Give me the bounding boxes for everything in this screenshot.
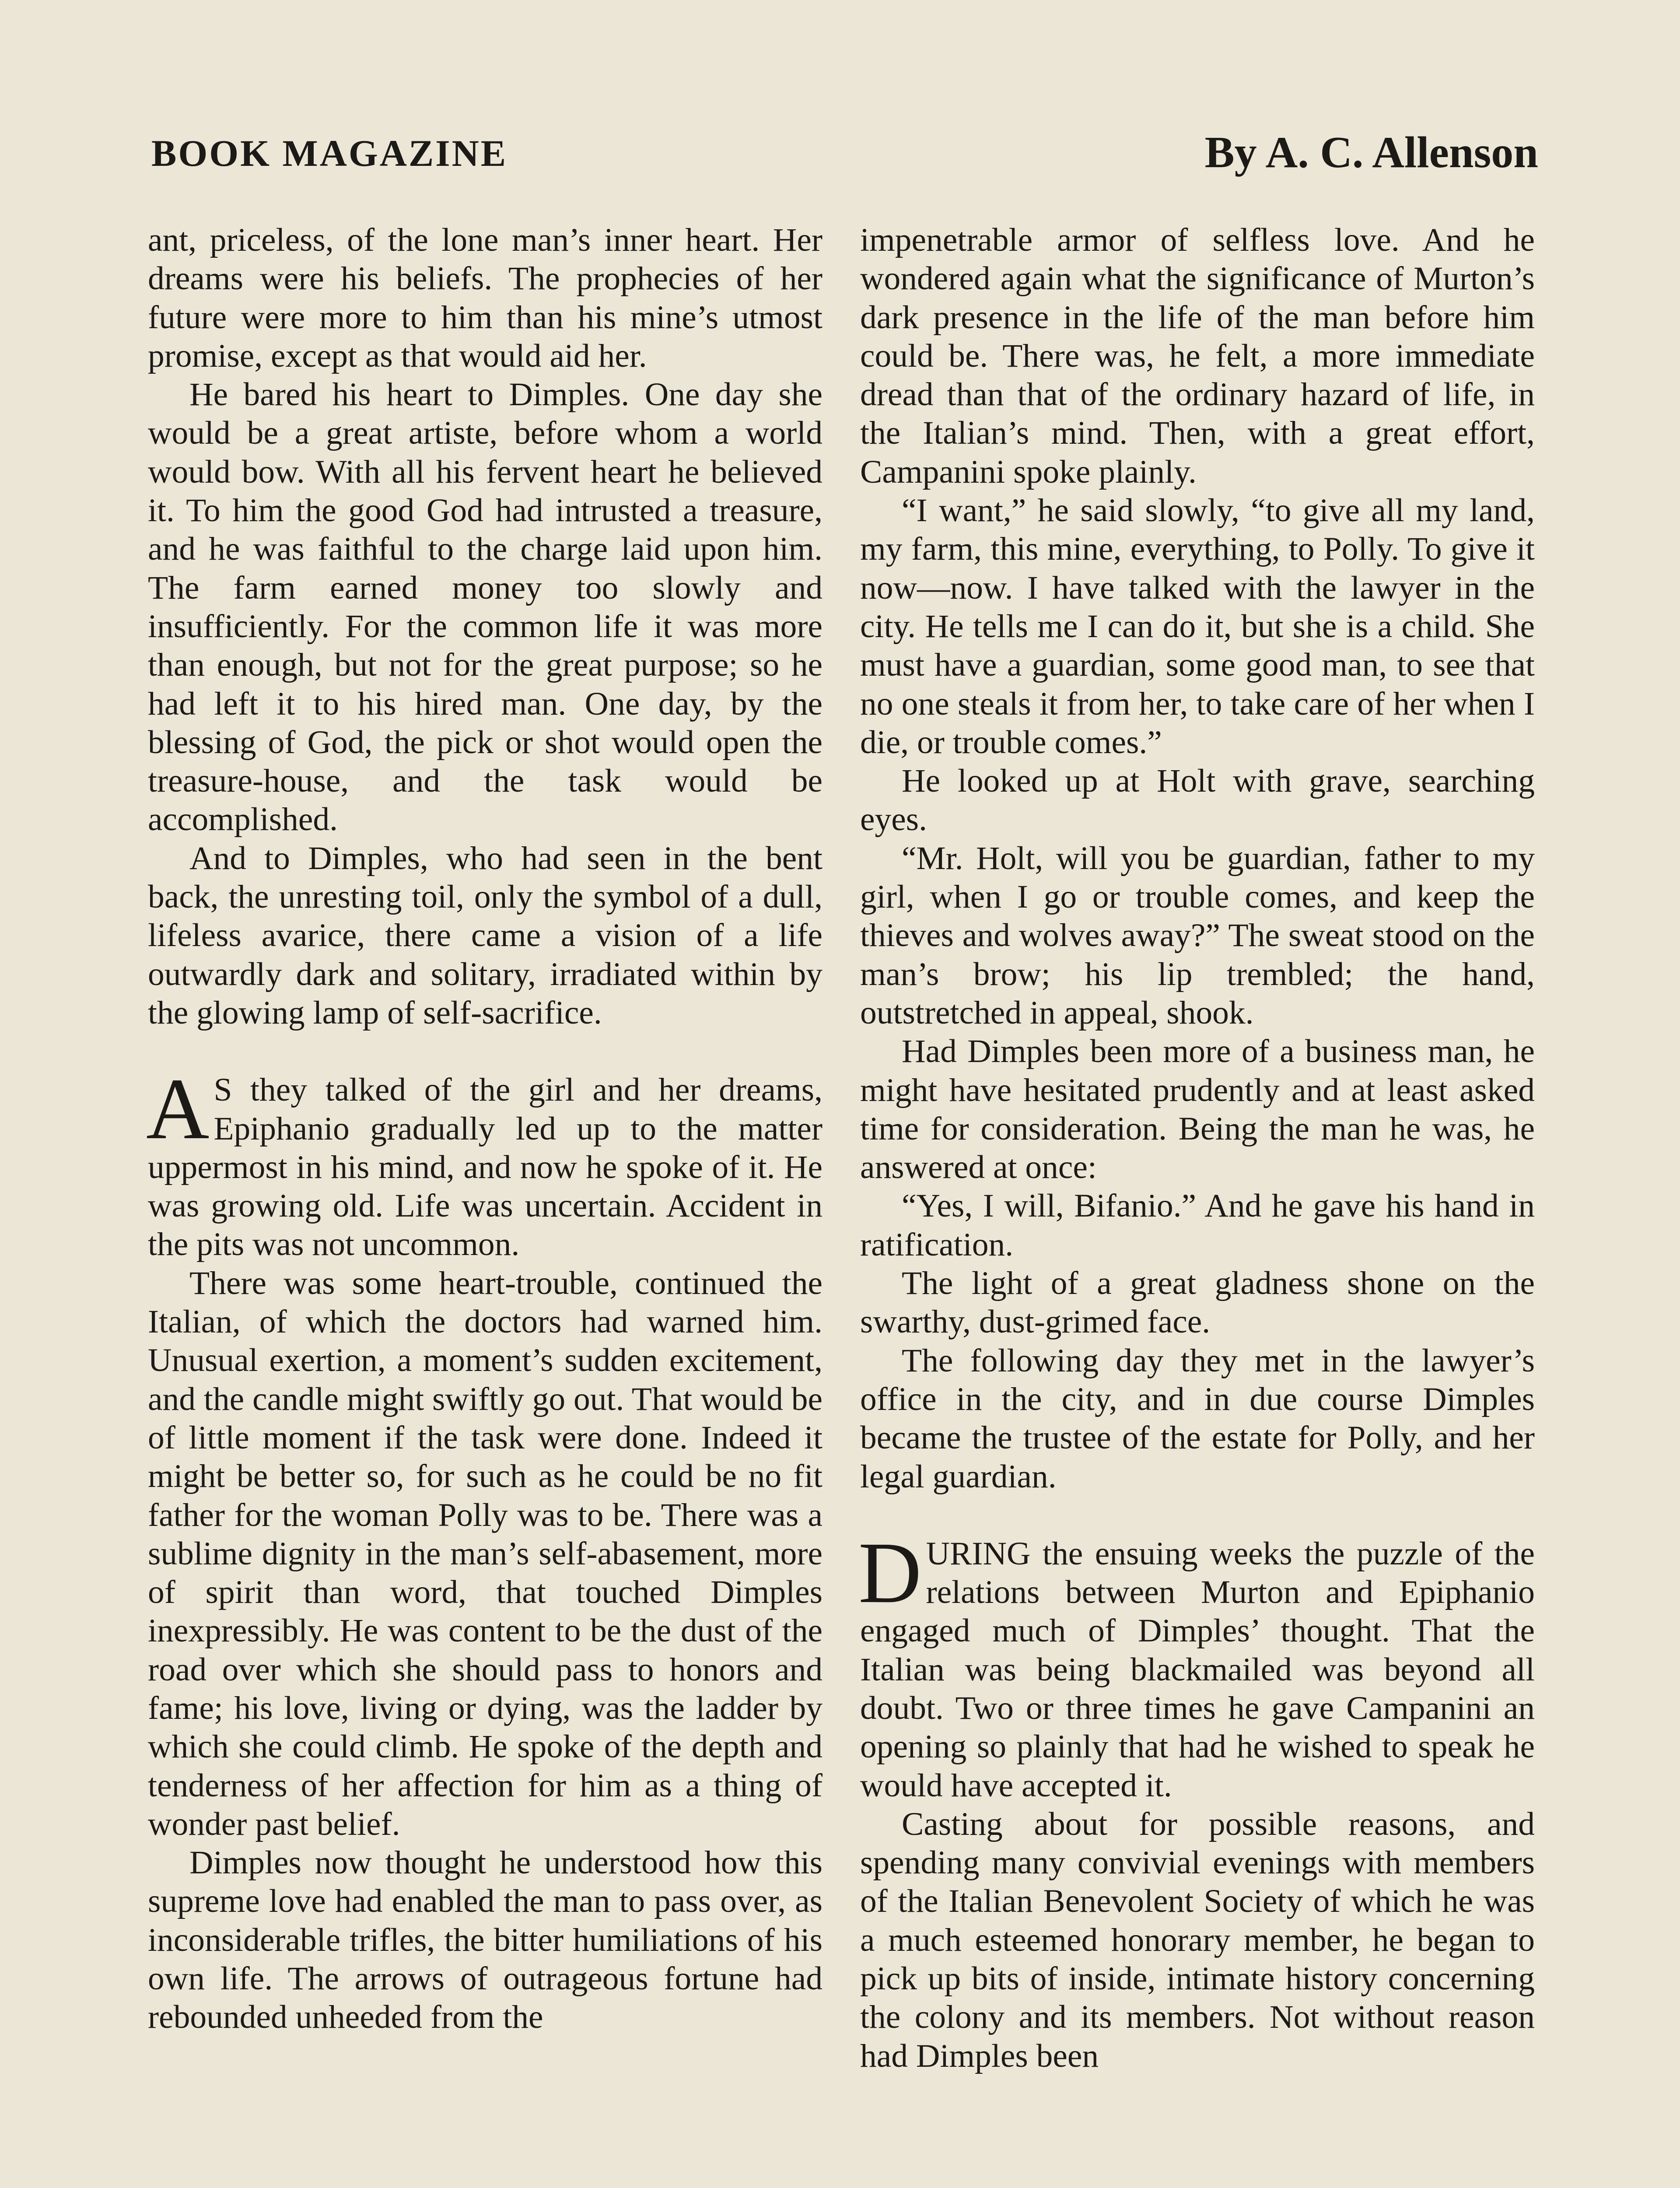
paragraph: The following day they met in the lawyer’s office in the city, and in due course Dimples became the trustee of the estate for Polly, and her legal guardian. [860, 1342, 1535, 1495]
paragraph: Had Dimples been more of a business man, he might have hesitated prudently and at least asked time for consideration. Being the man he was, he answered at once: [860, 1033, 1535, 1186]
paragraph: impenetrable armor of selfless love. And he wondered again what the significance of Murton’s dark presence in the life of the man before him could be. There was, he felt, a more immediate dread than that of the ordinary hazard of life, in the Italian’s mind. Then, with a great effort, Campanini spoke plainly. [860, 222, 1535, 490]
drop-cap-letter: D [858, 1524, 922, 1621]
drop-cap-letter: A [146, 1061, 210, 1158]
paragraph: “Yes, I will, Bifanio.” And he gave his hand in ratification. [860, 1188, 1535, 1263]
paragraph-text: URING the ensuing weeks the puzzle of the relations between Murton and Epiphanio engaged much of Dimples’ thought. That the Italian was being blackmailed was beyond all doubt. Two or three times he gave Campanini an opening so plainly that had he wished to speak he would have accepted it. [860, 1535, 1535, 1804]
paragraph-text: S they talked of the girl and her dreams, Epiphanio gradually led up to the matter uppermost in his mind, and now he spoke of it. He was growing old. Life was uncertain. Accident in the pits was not uncommon. [148, 1072, 822, 1263]
magazine-title: BOOK MAGAZINE [151, 132, 508, 174]
running-header [151, 127, 1538, 188]
paragraph: And to Dimples, who had seen in the bent back, the unresting toil, only the symbol of a dull, lifeless avarice, there came a vision of a life outwardly dark and solitary, irradiated within by the glowing lamp of self-sacrifice. [148, 840, 822, 1031]
paragraph: He bared his heart to Dimples. One day she would be a great artiste, before whom a world would bow. With all his fervent heart he believed it. To him the good God had intrusted a treasure, and he was faithful to the charge laid upon him. The farm earned money too slowly and insufficiently. For the common life it was more than enough, but not for the great purpose; so he had left it to his hired man. One day, by the blessing of God, the pick or shot would open the treasure-house, and the task would be accomplished. [148, 376, 822, 838]
paragraph: There was some heart-trouble, continued the Italian, of which the doctors had warned him. Unusual exertion, a moment’s sudden excitement, and the candle might swiftly go out. That would be of little moment if the task were done. Indeed it might be better so, for such as he could be no fit father for the woman Polly was to be. There was a sublime dignity in the man’s self-abasement, more of spirit than word, that touched Dimples inexpressibly. He was content to be the dust of the road over which she should pass to honors and fame; his love, living or dying, was the ladder by which she could climb. He spoke of the depth and tenderness of her affection for him as a thing of wonder past belief. [148, 1265, 822, 1842]
section-break [860, 1496, 1535, 1535]
dropcap-paragraph [858, 1524, 1535, 1805]
paragraph: The light of a great gladness shone on the swarthy, dust-grimed face. [860, 1265, 1535, 1340]
paragraph: “I want,” he said slowly, “to give all my land, my farm, this mine, everything, to Polly. To give it now—now. I have talked with the lawyer in the city. He tells me I can do it, but she is a child. She must have a guardian, some good man, to see that no one steals it from her, to take care of her when I die, or trouble comes.” [860, 492, 1535, 761]
paragraph: Casting about for possible reasons, and spending many convivial evenings with members of the Italian Benevolent Society of which he was a much esteemed honorary member, he began to pick up bits of inside, intimate history concerning the colony and its members. Not without reason had Dimples been [860, 1806, 1535, 2074]
paragraph: “Mr. Holt, will you be guardian, father to my girl, when I go or trouble comes, and keep the thieves and wolves away?” The sweat stood on the man’s brow; his lip trembled; the hand, outstretched in appeal, shook. [860, 840, 1535, 1031]
right-column [860, 221, 1535, 2076]
section-break [148, 1032, 822, 1071]
dropcap-paragraph [146, 1061, 822, 1264]
paragraph: ant, priceless, of the lone man’s inner heart. Her dreams were his beliefs. The prophecies of her future were more to him than his mine’s utmost promise, except as that would aid her. [148, 222, 822, 374]
author-byline: By A. C. Allenson [1204, 128, 1538, 177]
paragraph: Dimples now thought he understood how this supreme love had enabled the man to pass over, as inconsiderable trifles, the bitter humiliations of his own life. The arrows of outrageous fortune had rebounded unheeded from the [148, 1844, 822, 2036]
paragraph: He looked up at Holt with grave, searching eyes. [860, 763, 1535, 838]
left-column [148, 221, 822, 2037]
